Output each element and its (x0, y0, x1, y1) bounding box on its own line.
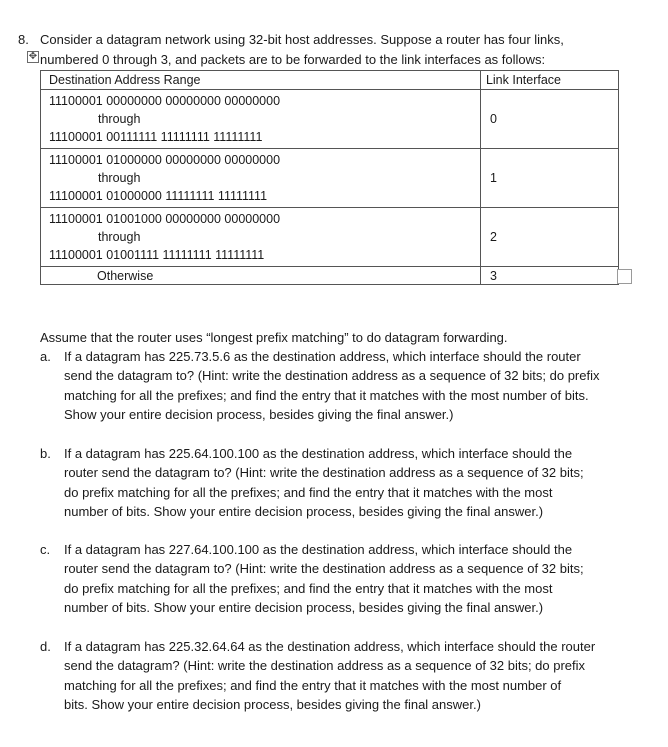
range-end: 11100001 01001111 11111111 11111111 (49, 248, 265, 262)
range-start: 11100001 00000000 00000000 00000000 (49, 94, 281, 108)
part-line: matching for all the prefixes; and find the entry that it matches with the most number of (64, 677, 562, 693)
part-c (40, 540, 630, 617)
header-link-interface: Link Interface (481, 71, 619, 90)
part-line: do prefix matching for all the prefixes; and find the entry that it matches with the most (64, 484, 553, 500)
part-line: bits. Show your entire decision process, besides giving the final answer.) (64, 696, 481, 712)
range-end: 11100001 00111111 11111111 11111111 (49, 130, 263, 144)
part-line: router send the datagram to? (Hint: write the destination address as a sequence of 32 bits; (64, 465, 584, 481)
range-through: through (98, 171, 141, 185)
part-a (40, 347, 630, 424)
range-cell (41, 149, 481, 208)
table-move-handle-icon[interactable]: ✥ (28, 51, 38, 62)
part-line: If a datagram has 225.73.5.6 as the destination address, which interface should the router (64, 349, 581, 364)
part-d (40, 637, 630, 714)
part-line: If a datagram has 225.32.64.64 as the destination address, which interface should the router (64, 639, 596, 654)
table-resize-handle[interactable] (617, 269, 632, 284)
part-line: If a datagram has 225.64.100.100 as the destination address, which interface should the (64, 446, 573, 461)
part-line: send the datagram to? (Hint: write the destination address as a sequence of 32 bits; do prefix (64, 368, 600, 384)
interface-cell: 2 (481, 208, 619, 267)
part-b (40, 444, 630, 521)
part-letter: d. (40, 639, 51, 654)
range-through: through (98, 112, 141, 126)
part-line: send the datagram? (Hint: write the destination address as a sequence of 32 bits; do prefix (64, 658, 586, 674)
question-intro (18, 30, 618, 69)
forwarding-table (40, 70, 619, 285)
question-number: 8. (18, 32, 29, 47)
table-row (41, 208, 619, 267)
part-line: number of bits. Show your entire decision process, besides giving the final answer.) (64, 599, 544, 615)
part-line: router send the datagram to? (Hint: write the destination address as a sequence of 32 bits; (64, 561, 584, 577)
range-start: 11100001 01000000 00000000 00000000 (49, 153, 281, 167)
otherwise-interface: 3 (481, 267, 619, 285)
part-line: matching for all the prefixes; and find the entry that it matches with the most number of bits. (64, 387, 589, 403)
part-letter: c. (40, 542, 51, 557)
part-letter: a. (40, 349, 51, 364)
table-row (41, 149, 619, 208)
part-line: Show your entire decision process, besides giving the final answer.) (64, 406, 454, 422)
range-cell (41, 208, 481, 267)
part-letter: b. (40, 446, 51, 461)
range-end: 11100001 01000000 11111111 11111111 (49, 189, 268, 203)
range-start: 11100001 01001000 00000000 00000000 (49, 212, 281, 226)
assumption-text: Assume that the router uses “longest prefix matching” to do datagram forwarding. (40, 330, 508, 345)
range-cell (41, 90, 481, 149)
table-row-otherwise (41, 267, 619, 285)
range-through: through (98, 230, 141, 244)
table-row (41, 90, 619, 149)
interface-cell: 1 (481, 149, 619, 208)
intro-line-1: Consider a datagram network using 32-bit host addresses. Suppose a router has four links, (40, 32, 564, 47)
otherwise-label: Otherwise (41, 267, 481, 285)
table-header-row (41, 71, 619, 90)
header-destination-range: Destination Address Range (41, 71, 481, 90)
part-line: number of bits. Show your entire decision process, besides giving the final answer.) (64, 503, 544, 519)
part-line: do prefix matching for all the prefixes; and find the entry that it matches with the most (64, 580, 553, 596)
part-line: If a datagram has 227.64.100.100 as the destination address, which interface should the (64, 542, 573, 557)
interface-cell: 0 (481, 90, 619, 149)
intro-line-2: numbered 0 through 3, and packets are to be forwarded to the link interfaces as follows: (40, 51, 546, 67)
